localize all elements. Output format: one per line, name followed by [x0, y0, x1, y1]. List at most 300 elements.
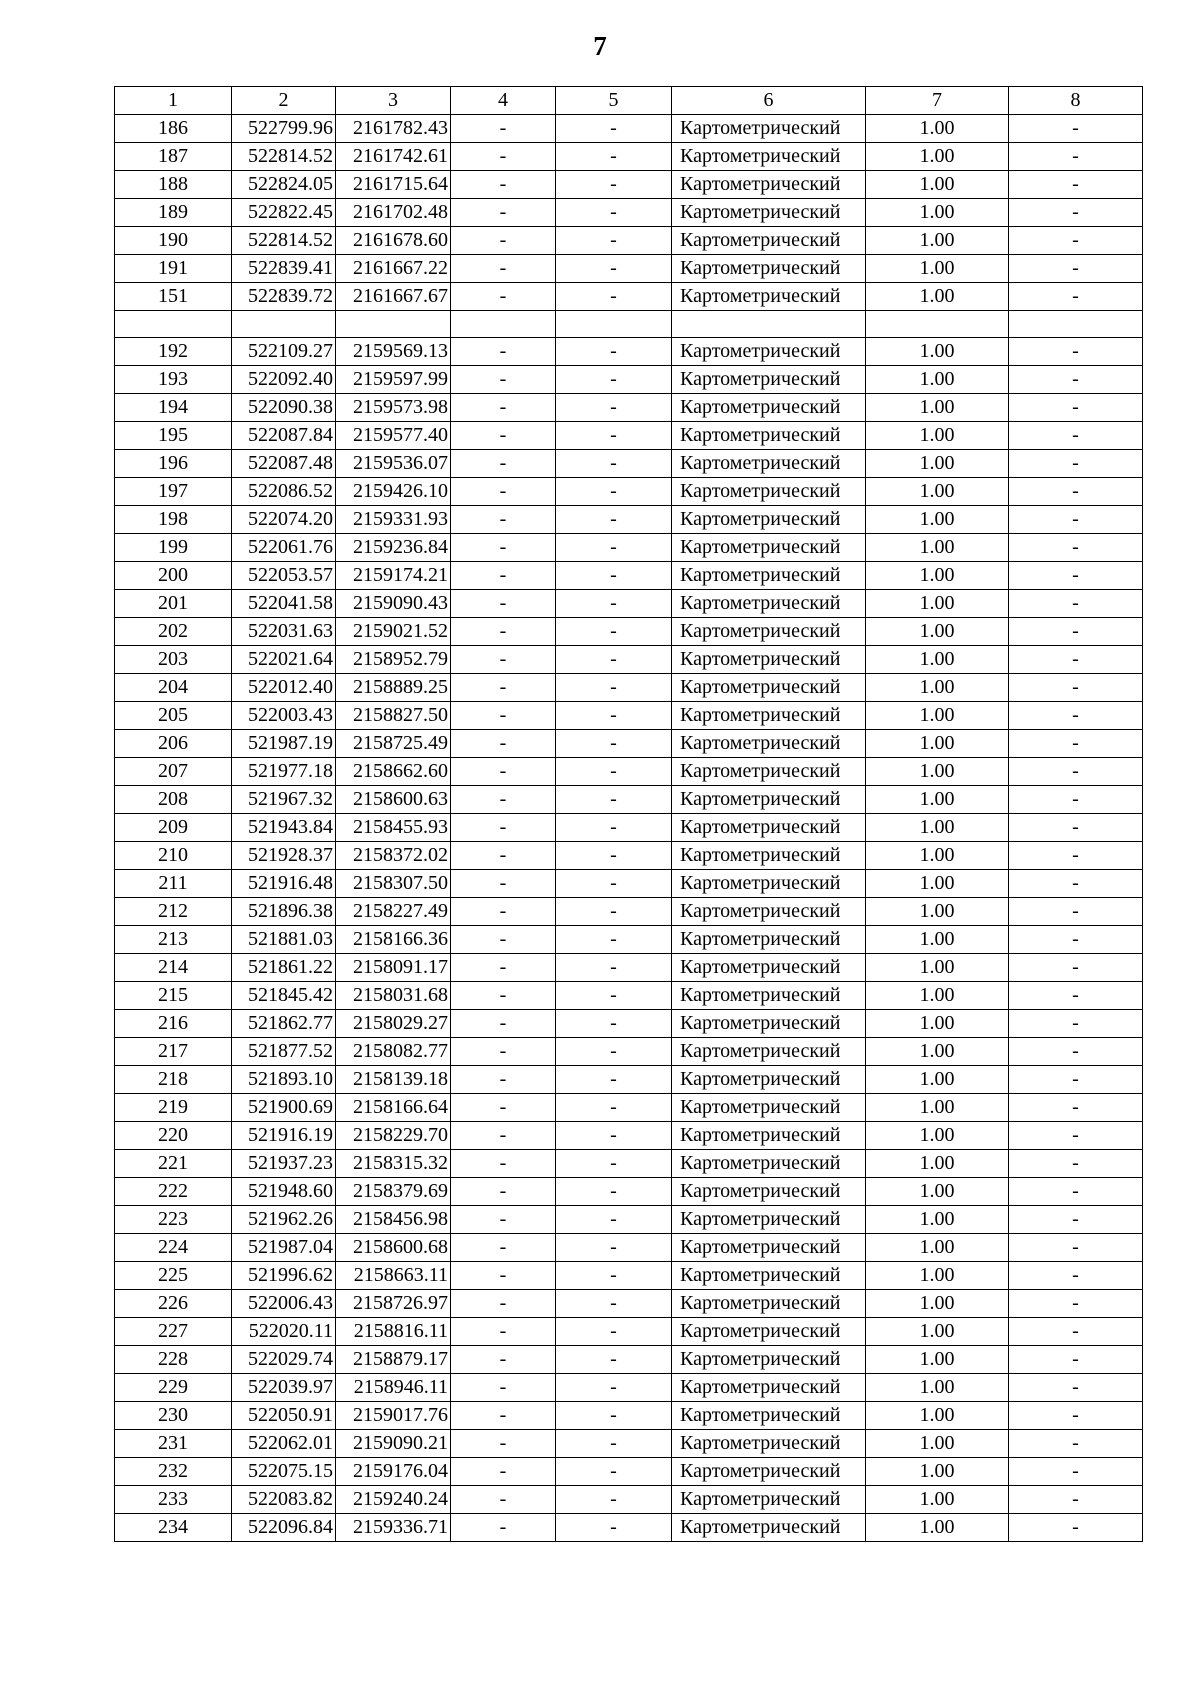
- column-4-cell: -: [451, 1178, 556, 1206]
- table-row: [115, 1486, 1143, 1514]
- table-row: [115, 562, 1143, 590]
- table-row: [115, 1290, 1143, 1318]
- method-cell: Картометрический: [672, 1290, 866, 1318]
- method-cell: Картометрический: [672, 1318, 866, 1346]
- point-number-cell: 215: [115, 982, 232, 1010]
- y-coordinate-cell: 2158139.18: [336, 1066, 451, 1094]
- column-4-cell: -: [451, 478, 556, 506]
- x-coordinate-cell: 522021.64: [232, 646, 336, 674]
- point-number-cell: 196: [115, 450, 232, 478]
- accuracy-cell: 1.00: [866, 1206, 1009, 1234]
- method-cell: Картометрический: [672, 842, 866, 870]
- column-8-cell: -: [1009, 422, 1143, 450]
- table-row: [115, 1206, 1143, 1234]
- point-number-cell: 222: [115, 1178, 232, 1206]
- y-coordinate-cell: 2158726.97: [336, 1290, 451, 1318]
- column-4-cell: -: [451, 1234, 556, 1262]
- accuracy-cell: 1.00: [866, 1374, 1009, 1402]
- column-4-cell: -: [451, 1150, 556, 1178]
- accuracy-cell: [866, 311, 1009, 338]
- x-coordinate-cell: 521977.18: [232, 758, 336, 786]
- column-8-cell: -: [1009, 478, 1143, 506]
- column-5-cell: -: [556, 199, 672, 227]
- y-coordinate-cell: 2161742.61: [336, 143, 451, 171]
- y-coordinate-cell: 2158889.25: [336, 674, 451, 702]
- table-row: [115, 1234, 1143, 1262]
- column-5-cell: -: [556, 786, 672, 814]
- x-coordinate-cell: 522074.20: [232, 506, 336, 534]
- table-row: [115, 450, 1143, 478]
- method-cell: Картометрический: [672, 283, 866, 311]
- y-coordinate-cell: 2158600.68: [336, 1234, 451, 1262]
- column-4-cell: -: [451, 1374, 556, 1402]
- table-row: [115, 1346, 1143, 1374]
- table-row: [115, 394, 1143, 422]
- column-4-cell: -: [451, 926, 556, 954]
- column-4-cell: -: [451, 786, 556, 814]
- method-cell: Картометрический: [672, 730, 866, 758]
- method-cell: Картометрический: [672, 115, 866, 143]
- point-number-cell: 216: [115, 1010, 232, 1038]
- column-4-cell: -: [451, 954, 556, 982]
- table-row: [115, 1150, 1143, 1178]
- point-number-cell: 195: [115, 422, 232, 450]
- accuracy-cell: 1.00: [866, 1178, 1009, 1206]
- table-row: [115, 1374, 1143, 1402]
- point-number-cell: 233: [115, 1486, 232, 1514]
- accuracy-cell: 1.00: [866, 730, 1009, 758]
- table-row: [115, 1514, 1143, 1542]
- column-8-cell: -: [1009, 366, 1143, 394]
- x-coordinate-cell: 522020.11: [232, 1318, 336, 1346]
- table-row: [115, 115, 1143, 143]
- x-coordinate-cell: 521900.69: [232, 1094, 336, 1122]
- accuracy-cell: 1.00: [866, 562, 1009, 590]
- column-4-cell: -: [451, 1430, 556, 1458]
- method-cell: Картометрический: [672, 143, 866, 171]
- x-coordinate-cell: 522822.45: [232, 199, 336, 227]
- accuracy-cell: 1.00: [866, 450, 1009, 478]
- x-coordinate-cell: 522053.57: [232, 562, 336, 590]
- accuracy-cell: 1.00: [866, 1430, 1009, 1458]
- y-coordinate-cell: 2159021.52: [336, 618, 451, 646]
- y-coordinate-cell: 2161667.67: [336, 283, 451, 311]
- column-5-cell: -: [556, 1290, 672, 1318]
- method-cell: Картометрический: [672, 338, 866, 366]
- column-8-cell: -: [1009, 758, 1143, 786]
- method-cell: Картометрический: [672, 590, 866, 618]
- accuracy-cell: 1.00: [866, 702, 1009, 730]
- x-coordinate-cell: 521987.04: [232, 1234, 336, 1262]
- point-number-cell: 204: [115, 674, 232, 702]
- accuracy-cell: 1.00: [866, 618, 1009, 646]
- table-row: [115, 618, 1143, 646]
- accuracy-cell: 1.00: [866, 1010, 1009, 1038]
- column-8-cell: -: [1009, 954, 1143, 982]
- y-coordinate-cell: 2158456.98: [336, 1206, 451, 1234]
- accuracy-cell: 1.00: [866, 255, 1009, 283]
- table-row: [115, 171, 1143, 199]
- column-5-cell: -: [556, 450, 672, 478]
- column-4-cell: -: [451, 143, 556, 171]
- column-8-cell: -: [1009, 199, 1143, 227]
- x-coordinate-cell: 522824.05: [232, 171, 336, 199]
- x-coordinate-cell: 521943.84: [232, 814, 336, 842]
- column-5-cell: -: [556, 478, 672, 506]
- table-row: [115, 478, 1143, 506]
- point-number-cell: 193: [115, 366, 232, 394]
- point-number-cell: 208: [115, 786, 232, 814]
- column-8-cell: -: [1009, 1094, 1143, 1122]
- column-5-cell: -: [556, 115, 672, 143]
- column-5-cell: -: [556, 534, 672, 562]
- accuracy-cell: 1.00: [866, 422, 1009, 450]
- column-4-cell: -: [451, 646, 556, 674]
- accuracy-cell: 1.00: [866, 338, 1009, 366]
- x-coordinate-cell: 522109.27: [232, 338, 336, 366]
- column-header: 4: [451, 87, 556, 115]
- method-cell: Картометрический: [672, 478, 866, 506]
- y-coordinate-cell: 2159176.04: [336, 1458, 451, 1486]
- table-row: [115, 1178, 1143, 1206]
- x-coordinate-cell: 522087.84: [232, 422, 336, 450]
- accuracy-cell: 1.00: [866, 534, 1009, 562]
- y-coordinate-cell: 2158315.32: [336, 1150, 451, 1178]
- y-coordinate-cell: 2158725.49: [336, 730, 451, 758]
- method-cell: Картометрический: [672, 1402, 866, 1430]
- accuracy-cell: 1.00: [866, 1262, 1009, 1290]
- table-row: [115, 1262, 1143, 1290]
- accuracy-cell: 1.00: [866, 590, 1009, 618]
- x-coordinate-cell: 521987.19: [232, 730, 336, 758]
- method-cell: Картометрический: [672, 1178, 866, 1206]
- y-coordinate-cell: 2159536.07: [336, 450, 451, 478]
- point-number-cell: 229: [115, 1374, 232, 1402]
- column-5-cell: -: [556, 1010, 672, 1038]
- column-4-cell: -: [451, 1458, 556, 1486]
- table-row: [115, 1318, 1143, 1346]
- y-coordinate-cell: 2159336.71: [336, 1514, 451, 1542]
- column-5-cell: -: [556, 1430, 672, 1458]
- y-coordinate-cell: 2158879.17: [336, 1346, 451, 1374]
- column-4-cell: -: [451, 394, 556, 422]
- column-8-cell: -: [1009, 1038, 1143, 1066]
- column-4-cell: -: [451, 506, 556, 534]
- method-cell: Картометрический: [672, 870, 866, 898]
- column-8-cell: -: [1009, 1066, 1143, 1094]
- column-8-cell: -: [1009, 283, 1143, 311]
- column-4-cell: -: [451, 1262, 556, 1290]
- point-number-cell: 221: [115, 1150, 232, 1178]
- column-4-cell: -: [451, 283, 556, 311]
- column-4-cell: -: [451, 1010, 556, 1038]
- column-4-cell: -: [451, 618, 556, 646]
- column-8-cell: -: [1009, 1346, 1143, 1374]
- table-row: [115, 730, 1143, 758]
- column-4-cell: -: [451, 115, 556, 143]
- y-coordinate-cell: 2159017.76: [336, 1402, 451, 1430]
- method-cell: Картометрический: [672, 1486, 866, 1514]
- accuracy-cell: 1.00: [866, 1290, 1009, 1318]
- accuracy-cell: 1.00: [866, 1458, 1009, 1486]
- column-4-cell: -: [451, 422, 556, 450]
- point-number-cell: 230: [115, 1402, 232, 1430]
- x-coordinate-cell: 521928.37: [232, 842, 336, 870]
- method-cell: Картометрический: [672, 758, 866, 786]
- column-8-cell: -: [1009, 814, 1143, 842]
- column-8-cell: -: [1009, 646, 1143, 674]
- column-8-cell: -: [1009, 842, 1143, 870]
- y-coordinate-cell: 2158952.79: [336, 646, 451, 674]
- y-coordinate-cell: 2158229.70: [336, 1122, 451, 1150]
- x-coordinate-cell: [232, 311, 336, 338]
- column-8-cell: -: [1009, 394, 1143, 422]
- table-row: [115, 311, 1143, 338]
- table-header-row: [115, 87, 1143, 115]
- column-4-cell: -: [451, 1290, 556, 1318]
- table-row: [115, 199, 1143, 227]
- method-cell: Картометрический: [672, 171, 866, 199]
- table-row: [115, 255, 1143, 283]
- column-4-cell: -: [451, 982, 556, 1010]
- y-coordinate-cell: 2158091.17: [336, 954, 451, 982]
- method-cell: Картометрический: [672, 1206, 866, 1234]
- y-coordinate-cell: 2161782.43: [336, 115, 451, 143]
- table-row: [115, 506, 1143, 534]
- column-4-cell: -: [451, 1038, 556, 1066]
- column-5-cell: -: [556, 954, 672, 982]
- column-header: 2: [232, 87, 336, 115]
- column-4-cell: -: [451, 562, 556, 590]
- column-8-cell: -: [1009, 786, 1143, 814]
- accuracy-cell: 1.00: [866, 283, 1009, 311]
- accuracy-cell: 1.00: [866, 506, 1009, 534]
- coordinates-table: [114, 86, 1143, 1542]
- x-coordinate-cell: 522075.15: [232, 1458, 336, 1486]
- x-coordinate-cell: 522012.40: [232, 674, 336, 702]
- column-5-cell: -: [556, 1346, 672, 1374]
- method-cell: Картометрический: [672, 227, 866, 255]
- column-4-cell: -: [451, 338, 556, 366]
- method-cell: Картометрический: [672, 1374, 866, 1402]
- method-cell: Картометрический: [672, 702, 866, 730]
- column-5-cell: -: [556, 758, 672, 786]
- table-row: [115, 982, 1143, 1010]
- method-cell: Картометрический: [672, 562, 866, 590]
- column-4-cell: [451, 311, 556, 338]
- accuracy-cell: 1.00: [866, 1038, 1009, 1066]
- column-8-cell: -: [1009, 1402, 1143, 1430]
- column-5-cell: -: [556, 590, 672, 618]
- table-row: [115, 1122, 1143, 1150]
- method-cell: Картометрический: [672, 954, 866, 982]
- column-4-cell: -: [451, 1346, 556, 1374]
- point-number-cell: 197: [115, 478, 232, 506]
- method-cell: Картометрический: [672, 982, 866, 1010]
- table-row: [115, 646, 1143, 674]
- column-4-cell: -: [451, 590, 556, 618]
- table-row: [115, 1010, 1143, 1038]
- column-5-cell: -: [556, 1486, 672, 1514]
- column-8-cell: -: [1009, 1290, 1143, 1318]
- column-8-cell: -: [1009, 450, 1143, 478]
- column-header: 1: [115, 87, 232, 115]
- column-5-cell: -: [556, 1178, 672, 1206]
- column-5-cell: -: [556, 171, 672, 199]
- column-5-cell: -: [556, 506, 672, 534]
- column-5-cell: -: [556, 1514, 672, 1542]
- method-cell: Картометрический: [672, 422, 866, 450]
- method-cell: Картометрический: [672, 1094, 866, 1122]
- y-coordinate-cell: 2158600.63: [336, 786, 451, 814]
- column-8-cell: -: [1009, 562, 1143, 590]
- column-8-cell: -: [1009, 702, 1143, 730]
- column-header: 8: [1009, 87, 1143, 115]
- column-4-cell: -: [451, 814, 556, 842]
- table-row: [115, 674, 1143, 702]
- column-4-cell: -: [451, 227, 556, 255]
- x-coordinate-cell: 521862.77: [232, 1010, 336, 1038]
- column-8-cell: -: [1009, 590, 1143, 618]
- table-body: [115, 115, 1143, 1542]
- column-5-cell: -: [556, 562, 672, 590]
- point-number-cell: 186: [115, 115, 232, 143]
- column-4-cell: -: [451, 674, 556, 702]
- accuracy-cell: 1.00: [866, 227, 1009, 255]
- accuracy-cell: 1.00: [866, 478, 1009, 506]
- point-number-cell: 199: [115, 534, 232, 562]
- point-number-cell: 220: [115, 1122, 232, 1150]
- x-coordinate-cell: 522090.38: [232, 394, 336, 422]
- point-number-cell: 211: [115, 870, 232, 898]
- y-coordinate-cell: 2158307.50: [336, 870, 451, 898]
- point-number-cell: 224: [115, 1234, 232, 1262]
- column-4-cell: -: [451, 702, 556, 730]
- point-number-cell: 217: [115, 1038, 232, 1066]
- column-5-cell: -: [556, 982, 672, 1010]
- table-row: [115, 898, 1143, 926]
- x-coordinate-cell: 522086.52: [232, 478, 336, 506]
- y-coordinate-cell: 2159090.21: [336, 1430, 451, 1458]
- x-coordinate-cell: 521861.22: [232, 954, 336, 982]
- y-coordinate-cell: 2159240.24: [336, 1486, 451, 1514]
- y-coordinate-cell: 2158227.49: [336, 898, 451, 926]
- column-5-cell: -: [556, 674, 672, 702]
- point-number-cell: 231: [115, 1430, 232, 1458]
- point-number-cell: 228: [115, 1346, 232, 1374]
- x-coordinate-cell: 522061.76: [232, 534, 336, 562]
- y-coordinate-cell: 2161715.64: [336, 171, 451, 199]
- x-coordinate-cell: 521916.48: [232, 870, 336, 898]
- point-number-cell: 223: [115, 1206, 232, 1234]
- table-row: [115, 814, 1143, 842]
- column-8-cell: -: [1009, 1430, 1143, 1458]
- column-5-cell: -: [556, 1234, 672, 1262]
- method-cell: Картометрический: [672, 1122, 866, 1150]
- column-5-cell: -: [556, 1150, 672, 1178]
- x-coordinate-cell: 521877.52: [232, 1038, 336, 1066]
- table-row: [115, 534, 1143, 562]
- point-number-cell: 189: [115, 199, 232, 227]
- column-8-cell: -: [1009, 171, 1143, 199]
- point-number-cell: 206: [115, 730, 232, 758]
- y-coordinate-cell: 2158379.69: [336, 1178, 451, 1206]
- column-5-cell: -: [556, 842, 672, 870]
- column-8-cell: -: [1009, 674, 1143, 702]
- y-coordinate-cell: 2159426.10: [336, 478, 451, 506]
- accuracy-cell: 1.00: [866, 1094, 1009, 1122]
- table-row: [115, 1430, 1143, 1458]
- accuracy-cell: 1.00: [866, 1150, 1009, 1178]
- column-5-cell: -: [556, 1094, 672, 1122]
- method-cell: Картометрический: [672, 1010, 866, 1038]
- column-8-cell: -: [1009, 1318, 1143, 1346]
- column-4-cell: -: [451, 870, 556, 898]
- method-cell: Картометрический: [672, 1430, 866, 1458]
- table-row: [115, 758, 1143, 786]
- y-coordinate-cell: 2158166.36: [336, 926, 451, 954]
- y-coordinate-cell: 2158946.11: [336, 1374, 451, 1402]
- y-coordinate-cell: 2159573.98: [336, 394, 451, 422]
- column-8-cell: -: [1009, 1010, 1143, 1038]
- point-number-cell: 205: [115, 702, 232, 730]
- accuracy-cell: 1.00: [866, 674, 1009, 702]
- y-coordinate-cell: 2158827.50: [336, 702, 451, 730]
- method-cell: Картометрический: [672, 255, 866, 283]
- column-8-cell: -: [1009, 1150, 1143, 1178]
- column-header: 3: [336, 87, 451, 115]
- method-cell: Картометрический: [672, 814, 866, 842]
- column-5-cell: -: [556, 870, 672, 898]
- x-coordinate-cell: 521916.19: [232, 1122, 336, 1150]
- accuracy-cell: 1.00: [866, 926, 1009, 954]
- y-coordinate-cell: 2158029.27: [336, 1010, 451, 1038]
- table-row: [115, 366, 1143, 394]
- method-cell: Картометрический: [672, 450, 866, 478]
- column-8-cell: -: [1009, 255, 1143, 283]
- column-4-cell: -: [451, 1122, 556, 1150]
- table-row: [115, 338, 1143, 366]
- y-coordinate-cell: 2159236.84: [336, 534, 451, 562]
- y-coordinate-cell: 2159174.21: [336, 562, 451, 590]
- table-row: [115, 1458, 1143, 1486]
- point-number-cell: 218: [115, 1066, 232, 1094]
- column-5-cell: -: [556, 422, 672, 450]
- table-row: [115, 143, 1143, 171]
- method-cell: Картометрический: [672, 199, 866, 227]
- column-5-cell: -: [556, 814, 672, 842]
- column-8-cell: -: [1009, 1206, 1143, 1234]
- point-number-cell: 225: [115, 1262, 232, 1290]
- x-coordinate-cell: 521937.23: [232, 1150, 336, 1178]
- column-4-cell: -: [451, 842, 556, 870]
- y-coordinate-cell: 2158816.11: [336, 1318, 451, 1346]
- point-number-cell: 203: [115, 646, 232, 674]
- y-coordinate-cell: [336, 311, 451, 338]
- accuracy-cell: 1.00: [866, 1486, 1009, 1514]
- point-number-cell: 232: [115, 1458, 232, 1486]
- method-cell: Картометрический: [672, 1038, 866, 1066]
- y-coordinate-cell: 2159331.93: [336, 506, 451, 534]
- column-4-cell: -: [451, 171, 556, 199]
- table-row: [115, 786, 1143, 814]
- accuracy-cell: 1.00: [866, 1514, 1009, 1542]
- point-number-cell: 227: [115, 1318, 232, 1346]
- method-cell: Картометрический: [672, 534, 866, 562]
- column-8-cell: -: [1009, 926, 1143, 954]
- column-4-cell: -: [451, 1514, 556, 1542]
- column-8-cell: -: [1009, 898, 1143, 926]
